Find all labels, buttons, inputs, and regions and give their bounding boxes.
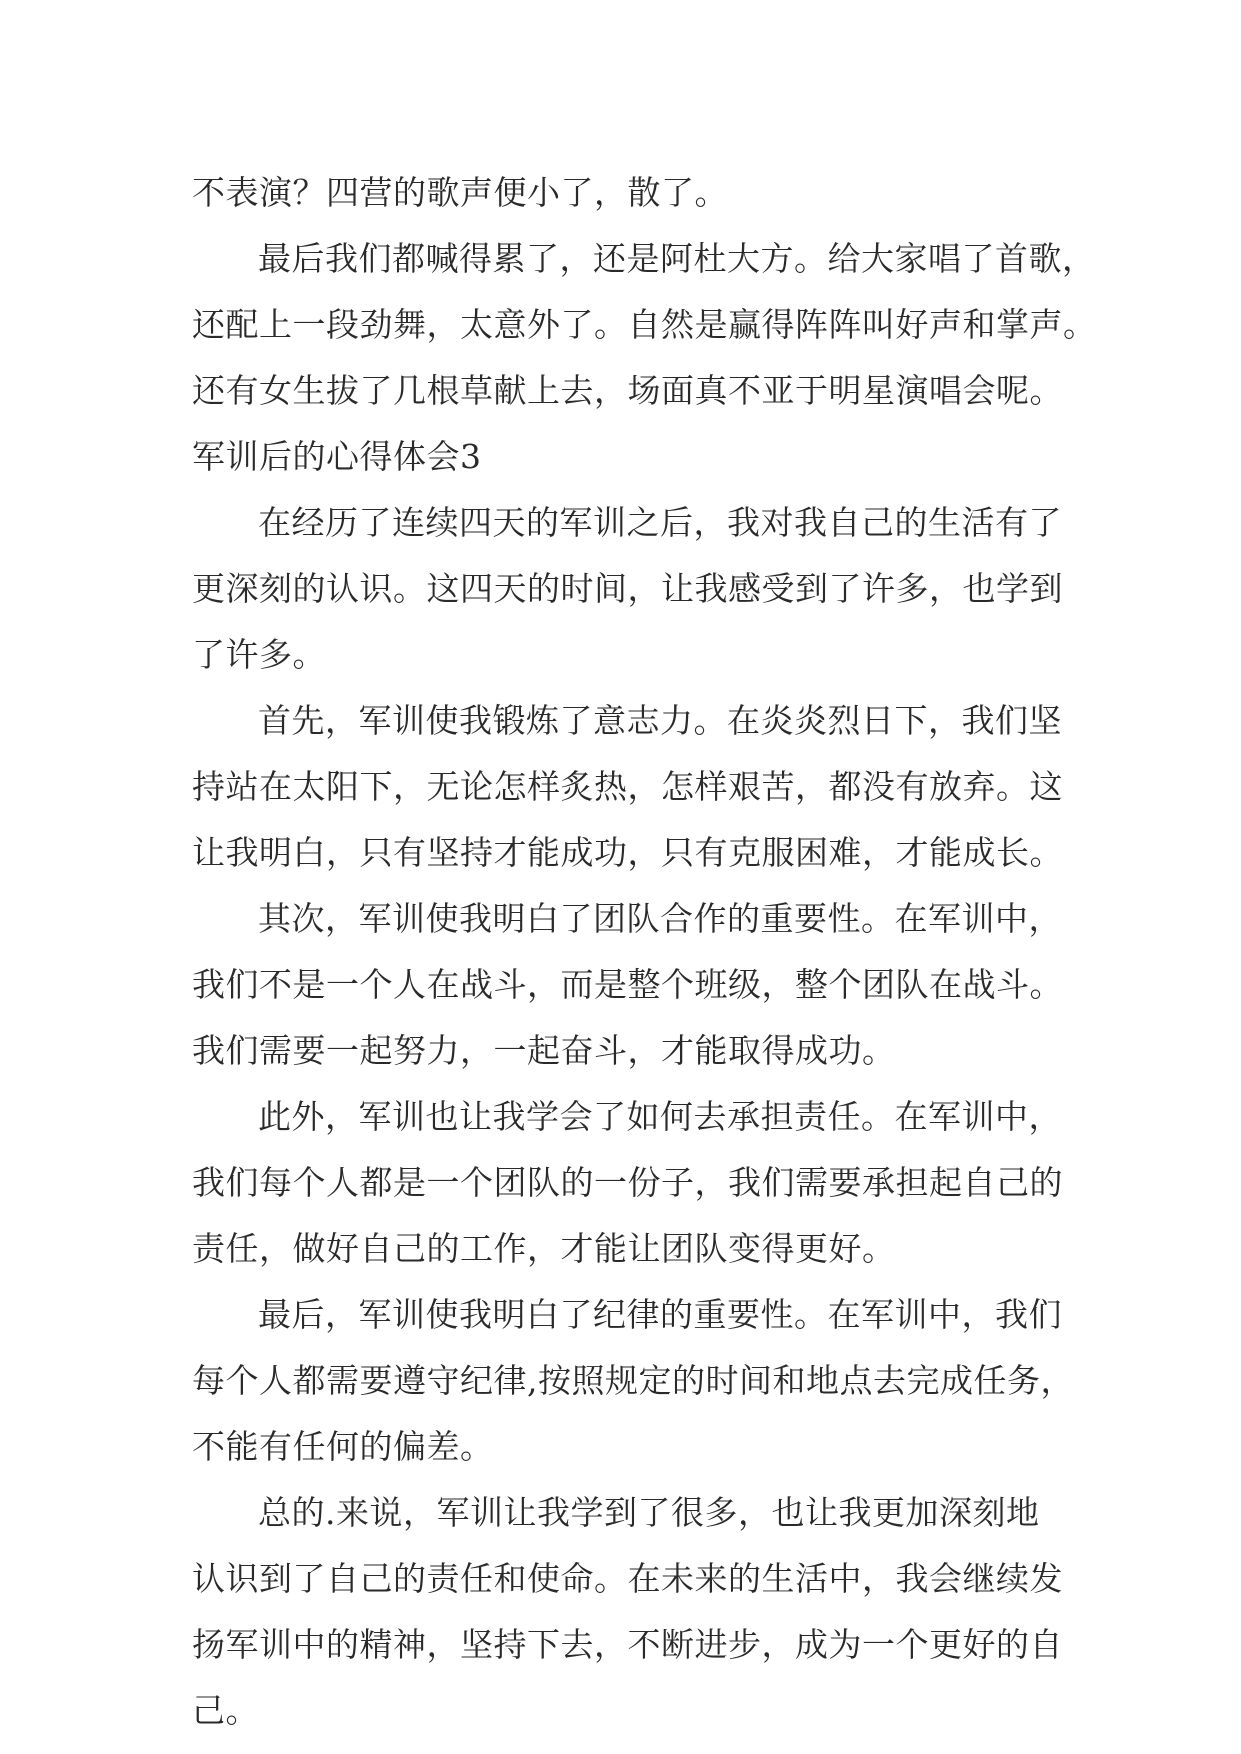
text-line: 认识到了自己的责任和使命。在未来的生活中，我会继续发 <box>192 1559 1063 1598</box>
text-line: 持站在太阳下，无论怎样炙热，怎样艰苦，都没有放弃。这 <box>192 767 1063 806</box>
text-line: 每个人都需要遵守纪律,按照规定的时间和地点去完成任务， <box>192 1361 1074 1400</box>
paragraph-start-line: 最后我们都喊得累了，还是阿杜大方。给大家唱了首歌， <box>258 239 1096 278</box>
paragraph-start-line: 总的.来说，军训让我学到了很多，也让我更加深刻地 <box>258 1493 1040 1532</box>
text-line: 我们每个人都是一个团队的一份子，我们需要承担起自己的 <box>192 1163 1063 1202</box>
paragraph-start-line: 在经历了连续四天的军训之后，我对我自己的生活有了 <box>258 503 1062 542</box>
paragraph-start-line: 此外，军训也让我学会了如何去承担责任。在军训中， <box>258 1097 1062 1136</box>
text-line: 不表演？四营的歌声便小了，散了。 <box>192 173 728 212</box>
text-line: 不能有任何的偏差。 <box>192 1427 494 1466</box>
paragraph-start-line: 最后，军训使我明白了纪律的重要性。在军训中，我们 <box>258 1295 1062 1334</box>
paragraph-start-line: 其次，军训使我明白了团队合作的重要性。在军训中， <box>258 899 1062 938</box>
text-line: 我们不是一个人在战斗，而是整个班级，整个团队在战斗。 <box>192 965 1063 1004</box>
text-line: 了许多。 <box>192 635 326 674</box>
text-line: 还有女生拔了几根草献上去，场面真不亚于明星演唱会呢。 <box>192 371 1063 410</box>
text-line: 更深刻的认识。这四天的时间，让我感受到了许多，也学到 <box>192 569 1063 608</box>
text-line: 让我明白，只有坚持才能成功，只有克服困难，才能成长。 <box>192 833 1063 872</box>
text-line: 责任，做好自己的工作，才能让团队变得更好。 <box>192 1229 896 1268</box>
text-line: 己。 <box>192 1691 259 1730</box>
text-line: 扬军训中的精神，坚持下去，不断进步，成为一个更好的自 <box>192 1625 1063 1664</box>
document-body <box>192 160 1097 1744</box>
section-heading: 军训后的心得体会3 <box>192 437 482 476</box>
paragraph-start-line: 首先，军训使我锻炼了意志力。在炎炎烈日下，我们坚 <box>258 701 1062 740</box>
text-line: 还配上一段劲舞，太意外了。自然是赢得阵阵叫好声和掌声。 <box>192 305 1097 344</box>
text-line: 我们需要一起努力，一起奋斗，才能取得成功。 <box>192 1031 896 1070</box>
